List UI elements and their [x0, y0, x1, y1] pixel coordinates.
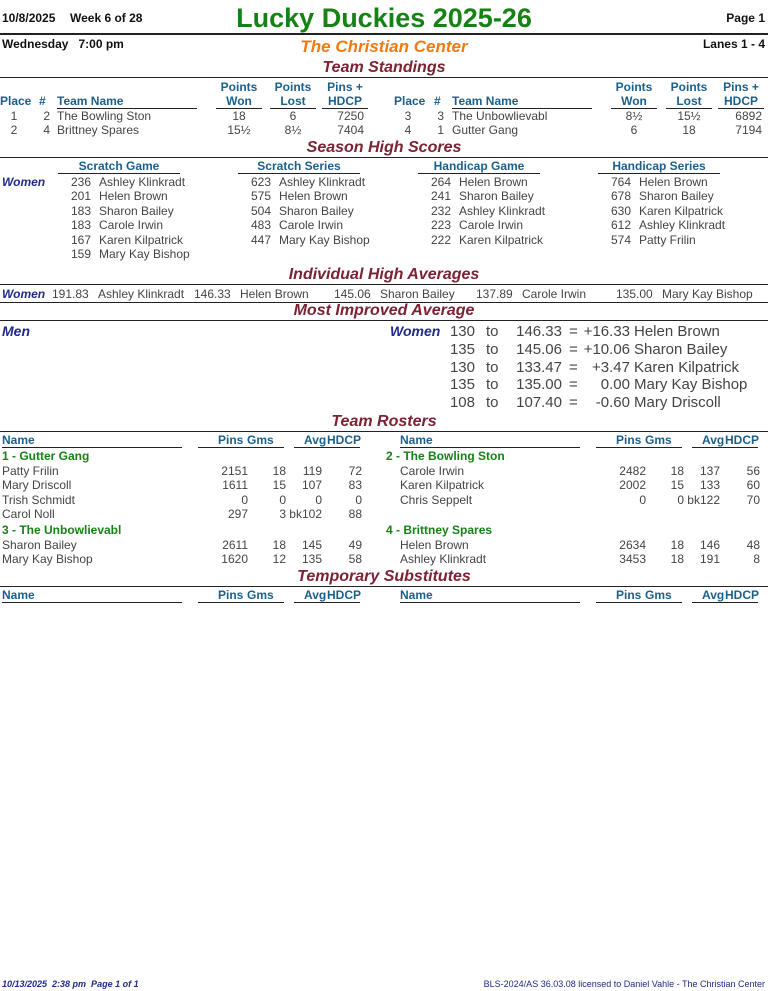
- improvement: +10.06: [583, 340, 630, 358]
- bowler-name: Karen Kilpatrick: [634, 358, 740, 376]
- start-average: 135: [449, 376, 475, 394]
- pins-hdcp: 7250: [337, 109, 364, 123]
- improvement: +3.47: [592, 358, 630, 376]
- player-pins: 0: [241, 492, 248, 507]
- points-won: 6: [630, 123, 638, 137]
- bowler-name: Ashley Klinkradt: [639, 218, 726, 233]
- player-games: 0: [279, 492, 286, 507]
- team-title: 4 - Brittney Spares: [386, 523, 493, 537]
- roster-avg-underline: [294, 447, 360, 448]
- col-hdcp-r1: Pins +: [723, 80, 759, 94]
- roster-col-pins: Pins: [616, 433, 642, 447]
- roster-col-name: Name: [400, 434, 580, 448]
- team-title: 3 - The Unbowlievabl: [2, 523, 122, 537]
- bowler-name: Ashley Klinkradt: [279, 175, 366, 189]
- roster-col-avg: Avg: [304, 433, 327, 447]
- player-handicap: 72: [348, 464, 362, 478]
- roster-col-hdcp: HDCP: [327, 433, 362, 447]
- roster-col-pins: Pins: [218, 433, 244, 447]
- high-score-value: 575: [250, 189, 271, 204]
- average-value: 135.00: [616, 287, 653, 301]
- equals-sign: =: [569, 340, 578, 358]
- place: 3: [404, 109, 412, 123]
- col-team: Team Name: [57, 95, 197, 109]
- improved-title: Most Improved Average: [293, 302, 475, 319]
- player-pins: 1620: [221, 552, 248, 567]
- standings-rule: [0, 77, 768, 78]
- improvement: -0.60: [595, 394, 630, 412]
- improvement: 0.00: [600, 376, 630, 394]
- player-games: 15: [670, 478, 684, 493]
- end-average: 107.40: [516, 394, 562, 412]
- high-score-column-title: Handicap Game: [418, 160, 540, 174]
- player-pins: 1611: [222, 478, 248, 493]
- bowling-center: The Christian Center: [300, 37, 468, 56]
- subs-avg-underline: [294, 602, 360, 603]
- start-average: 130: [449, 358, 475, 376]
- player-games: 18: [272, 538, 286, 552]
- player-games: 12: [272, 552, 286, 567]
- high-score-value: 183: [70, 218, 91, 233]
- high-score-column-title: Scratch Series: [238, 160, 360, 174]
- high-score-value: 264: [430, 175, 451, 189]
- bowler-name: Carole Irwin: [522, 287, 587, 301]
- subs-col-name: Name: [400, 589, 580, 603]
- player-average: 191: [699, 552, 720, 567]
- high-score-value: 222: [430, 232, 451, 247]
- player-handicap: 8: [753, 552, 760, 567]
- bowler-name: Patty Frilin: [639, 232, 696, 247]
- player-pins: 2482: [619, 464, 646, 478]
- bowler-name: Karen Kilpatrick: [639, 203, 724, 218]
- equals-sign: =: [569, 358, 578, 376]
- bowler-name: Carole Irwin: [279, 218, 344, 233]
- pins-hdcp: 7404: [337, 123, 364, 137]
- player-handicap: 88: [348, 507, 362, 522]
- subs-pins-underline: [596, 602, 682, 603]
- to-label: to: [486, 323, 499, 340]
- bowler-name: Helen Brown: [639, 175, 708, 189]
- end-average: 146.33: [516, 323, 562, 340]
- team-num: 4: [43, 123, 50, 137]
- subs-col-gms: Gms: [645, 588, 672, 602]
- bowler-name: Helen Brown: [634, 323, 720, 340]
- points-lost: 18: [682, 123, 696, 137]
- bowler-name: Helen Brown: [459, 175, 528, 189]
- high-score-value: 201: [70, 189, 91, 204]
- player-average: 146: [699, 538, 720, 552]
- improved-women-label: Women: [390, 323, 441, 339]
- rosters-rule: [0, 431, 768, 432]
- report-date: 10/8/2025: [2, 11, 56, 25]
- equals-sign: =: [569, 376, 578, 394]
- team-title: 1 - Gutter Gang: [2, 449, 90, 463]
- license-text: BLS-2024/AS 36.03.08 licensed to Daniel Vahle - The Christian Center: [483, 979, 765, 989]
- player-pins: 2611: [222, 538, 248, 552]
- team-name: Brittney Spares: [57, 123, 140, 137]
- start-average: 135: [449, 340, 475, 358]
- player-average: bk122: [687, 492, 720, 507]
- averages-gender: Women: [2, 287, 46, 301]
- subs-col-pins: Pins: [616, 588, 642, 602]
- player-pins: 2151: [221, 464, 248, 478]
- average-value: 146.33: [194, 287, 231, 301]
- start-average: 108: [449, 394, 475, 412]
- bowler-name: Sharon Bailey: [459, 189, 534, 204]
- player-games: 18: [670, 464, 684, 478]
- high-score-value: 483: [250, 218, 271, 233]
- roster-col-gms: Gms: [247, 433, 274, 447]
- subs-rule: [0, 586, 768, 587]
- player-average: 133: [699, 478, 720, 493]
- roster-pins-underline: [596, 447, 682, 448]
- col-won-1: Points: [220, 80, 258, 94]
- schedule: Wednesday 7:00 pm: [2, 37, 124, 51]
- place: 4: [404, 123, 412, 137]
- bowler-name: Sharon Bailey: [639, 189, 714, 204]
- col-place: Place: [0, 94, 32, 108]
- subs-col-gms: Gms: [247, 588, 274, 602]
- averages-title: Individual High Averages: [288, 266, 480, 283]
- player-games: 0: [677, 492, 684, 507]
- player-average: bk102: [289, 507, 322, 522]
- team-name: The Unbowlievabl: [452, 109, 548, 123]
- subs-avg-underline: [692, 602, 758, 603]
- col-hdcp-1: Pins +: [327, 80, 363, 94]
- player-handicap: 60: [746, 478, 760, 493]
- high-score-value: 236: [70, 175, 91, 189]
- player-handicap: 70: [746, 492, 760, 507]
- roster-col-gms: Gms: [645, 433, 672, 447]
- col-hdcp-2: HDCP: [322, 95, 368, 109]
- high-score-value: 574: [610, 232, 631, 247]
- high-score-value: 232: [430, 203, 451, 218]
- start-average: 130: [449, 323, 475, 340]
- high-score-value: 678: [610, 189, 631, 204]
- to-label: to: [486, 394, 499, 412]
- player-handicap: 0: [355, 492, 362, 507]
- points-lost: 6: [289, 109, 297, 123]
- equals-sign: =: [569, 323, 578, 340]
- equals-sign: =: [569, 394, 578, 412]
- roster-col-hdcp: HDCP: [725, 433, 760, 447]
- high-score-value: 159: [70, 247, 91, 261]
- bowler-name: Mary Kay Bishop: [279, 232, 370, 247]
- high-score-value: 630: [610, 203, 631, 218]
- player-name: Carole Irwin: [400, 464, 465, 478]
- improved-men-label: Men: [2, 323, 30, 339]
- roster-col-avg: Avg: [702, 433, 725, 447]
- subs-col-avg: Avg: [702, 588, 725, 602]
- col-won-2: Won: [216, 95, 262, 109]
- player-average: 107: [301, 478, 322, 493]
- player-name: Karen Kilpatrick: [400, 478, 485, 493]
- team-name: The Bowling Ston: [57, 109, 152, 123]
- player-games: 18: [272, 464, 286, 478]
- team-title: 2 - The Bowling Ston: [386, 449, 505, 463]
- bowler-name: Mary Kay Bishop: [662, 287, 753, 301]
- bowler-name: Carole Irwin: [99, 218, 164, 233]
- bowler-name: Mary Kay Bishop: [634, 376, 748, 394]
- bowler-name: Sharon Bailey: [279, 203, 354, 218]
- player-name: Ashley Klinkradt: [400, 552, 487, 567]
- averages-rule-top: [0, 284, 768, 285]
- player-handicap: 48: [746, 538, 760, 552]
- place: 1: [10, 109, 18, 123]
- to-label: to: [486, 358, 499, 376]
- col-num: #: [39, 94, 46, 108]
- week-label: Week 6 of 28: [70, 11, 143, 25]
- col-won-r1: Points: [615, 80, 653, 94]
- player-games: 18: [670, 552, 684, 567]
- player-name: Patty Frilin: [2, 464, 59, 478]
- player-handicap: 56: [746, 464, 760, 478]
- player-average: 0: [315, 492, 322, 507]
- roster-avg-underline: [692, 447, 758, 448]
- high-score-value: 183: [70, 203, 91, 218]
- bowler-name: Helen Brown: [279, 189, 348, 204]
- high-score-value: 167: [70, 232, 91, 247]
- points-won: 15½: [227, 123, 251, 137]
- player-name: Trish Schmidt: [2, 492, 75, 507]
- pins-hdcp: 6892: [735, 109, 762, 123]
- header-rule: [0, 33, 768, 35]
- bowler-name: Sharon Bailey: [634, 340, 728, 358]
- high-score-value: 447: [250, 232, 271, 247]
- to-label: to: [486, 376, 499, 394]
- col-won-r2: Won: [611, 95, 657, 109]
- high-scores-gender: Women: [2, 175, 46, 189]
- end-average: 133.47: [516, 358, 562, 376]
- high-score-value: 241: [430, 189, 451, 204]
- points-lost: 15½: [677, 109, 701, 123]
- place: 2: [10, 123, 18, 137]
- points-won: 18: [232, 109, 246, 123]
- player-pins: 297: [227, 507, 248, 522]
- high-score-column-title: Handicap Series: [598, 160, 720, 174]
- roster-col-name: Name: [2, 434, 182, 448]
- points-lost: 8½: [284, 123, 302, 137]
- subs-col-hdcp: HDCP: [725, 588, 760, 602]
- player-games: 15: [272, 478, 286, 493]
- player-name: Helen Brown: [400, 538, 469, 552]
- subs-col-avg: Avg: [304, 588, 327, 602]
- col-lost-2: Lost: [270, 95, 316, 109]
- points-won: 8½: [625, 109, 643, 123]
- player-pins: 0: [639, 492, 646, 507]
- improvement: +16.33: [583, 323, 630, 340]
- subs-col-hdcp: HDCP: [327, 588, 362, 602]
- player-pins: 2002: [619, 478, 646, 493]
- high-scores-rule: [0, 157, 768, 158]
- bowler-name: Sharon Bailey: [99, 203, 174, 218]
- player-handicap: 49: [348, 538, 362, 552]
- bowler-name: Carole Irwin: [459, 218, 524, 233]
- player-pins: 3453: [619, 552, 646, 567]
- bowler-name: Mary Kay Bishop: [99, 247, 190, 261]
- player-name: Mary Kay Bishop: [2, 552, 93, 567]
- col-num-r: #: [434, 94, 441, 108]
- high-score-column-title: Scratch Game: [58, 160, 180, 174]
- player-name: Chris Seppelt: [400, 492, 473, 507]
- bowler-name: Ashley Klinkradt: [459, 203, 546, 218]
- bowler-name: Ashley Klinkradt: [98, 287, 185, 301]
- col-hdcp-r2: HDCP: [718, 95, 764, 109]
- high-score-value: 612: [610, 218, 631, 233]
- subs-pins-underline: [198, 602, 284, 603]
- bowler-name: Helen Brown: [240, 287, 309, 301]
- player-games: 3: [279, 507, 286, 522]
- col-team-r: Team Name: [452, 95, 592, 109]
- team-name: Gutter Gang: [452, 123, 519, 137]
- average-value: 145.06: [334, 287, 371, 301]
- player-average: 137: [699, 464, 720, 478]
- average-value: 191.83: [52, 287, 89, 301]
- high-score-value: 504: [250, 203, 271, 218]
- roster-pins-underline: [198, 447, 284, 448]
- subs-col-pins: Pins: [218, 588, 244, 602]
- bowler-name: Helen Brown: [99, 189, 168, 204]
- to-label: to: [486, 340, 499, 358]
- bowler-name: Karen Kilpatrick: [99, 232, 184, 247]
- player-average: 135: [301, 552, 322, 567]
- player-name: Mary Driscoll: [2, 478, 72, 493]
- league-title: Lucky Duckies 2025-26: [236, 3, 532, 33]
- col-lost-r2: Lost: [666, 95, 712, 109]
- col-lost-1: Points: [274, 80, 312, 94]
- end-average: 145.06: [516, 340, 562, 358]
- high-score-value: 764: [610, 175, 631, 189]
- player-average: 119: [302, 464, 322, 478]
- team-num: 2: [43, 109, 50, 123]
- high-scores-title: Season High Scores: [306, 139, 462, 156]
- subs-col-name: Name: [2, 589, 182, 603]
- player-name: Sharon Bailey: [2, 538, 77, 552]
- page-number: Page 1: [726, 11, 765, 25]
- bowler-name: Sharon Bailey: [380, 287, 455, 301]
- standings-title: Team Standings: [322, 59, 446, 76]
- high-score-value: 223: [430, 218, 451, 233]
- player-handicap: 58: [348, 552, 362, 567]
- player-name: Carol Noll: [2, 507, 55, 522]
- team-num: 1: [437, 123, 444, 137]
- pins-hdcp: 7194: [735, 123, 762, 137]
- bowler-name: Karen Kilpatrick: [459, 232, 544, 247]
- player-pins: 2634: [619, 538, 646, 552]
- team-num: 3: [437, 109, 444, 123]
- bowler-name: Ashley Klinkradt: [99, 175, 186, 189]
- subs-title: Temporary Substitutes: [297, 568, 471, 585]
- lanes-label: Lanes 1 - 4: [702, 37, 765, 51]
- player-games: 18: [670, 538, 684, 552]
- end-average: 135.00: [516, 376, 562, 394]
- bowler-name: Mary Driscoll: [634, 394, 721, 412]
- col-place-r: Place: [394, 94, 426, 108]
- print-timestamp: 10/13/2025 2:38 pm Page 1 of 1: [2, 979, 139, 989]
- col-lost-r1: Points: [670, 80, 708, 94]
- rosters-title: Team Rosters: [331, 413, 437, 430]
- improved-rule: [0, 320, 768, 321]
- high-score-value: 623: [250, 175, 271, 189]
- player-handicap: 83: [348, 478, 362, 493]
- player-average: 145: [301, 538, 322, 552]
- average-value: 137.89: [476, 287, 513, 301]
